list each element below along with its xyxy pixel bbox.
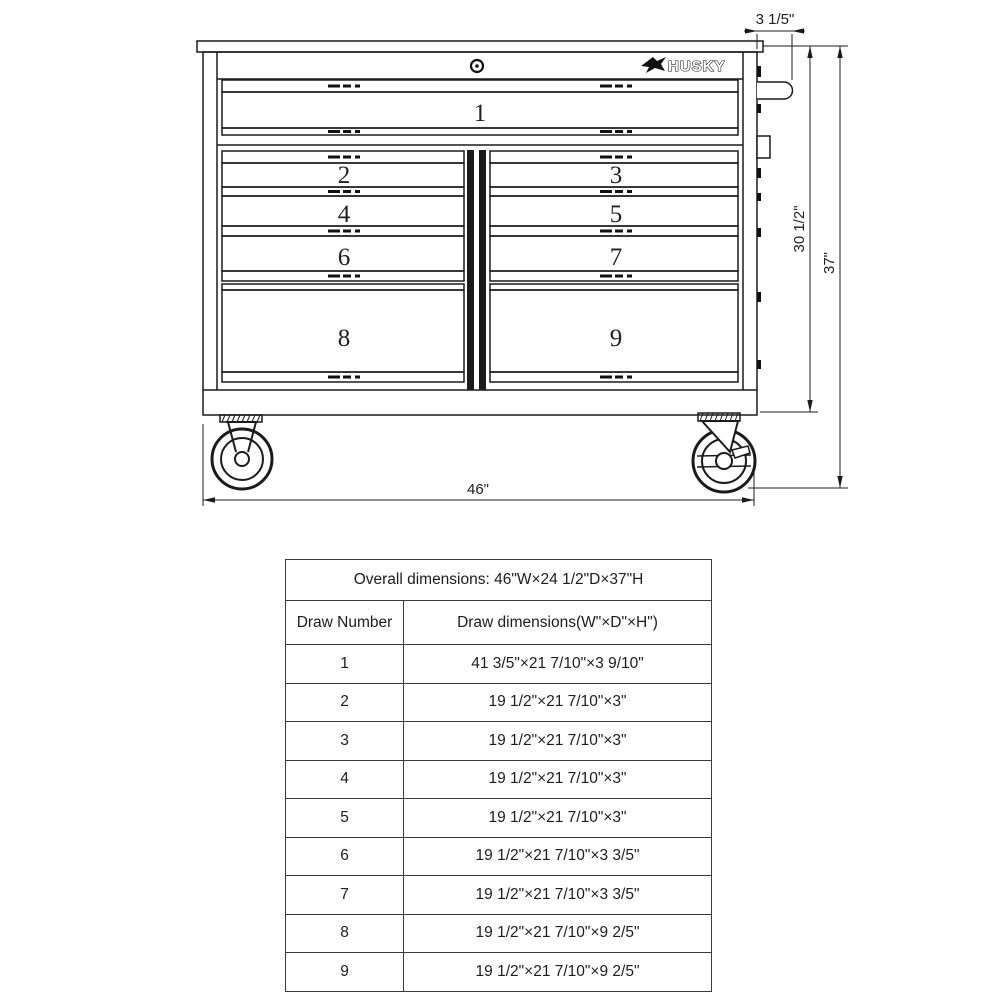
table-row <box>286 722 712 761</box>
drawer-number-cell: 2 <box>286 683 404 722</box>
drawer-5-label: 5 <box>609 201 623 228</box>
drawer-number-cell: 5 <box>286 799 404 838</box>
drawer-number-cell: 1 <box>286 645 404 684</box>
table-row <box>286 876 712 915</box>
spec-table <box>285 559 712 992</box>
drawer-8 <box>222 271 464 382</box>
drawer-7 <box>490 226 738 271</box>
side-handle <box>757 82 793 99</box>
body-height-label: 30 1/2" <box>791 205 808 253</box>
col-header-draw-number: Draw Number <box>286 601 404 645</box>
overall-width-label: 46" <box>466 481 490 498</box>
drawer-number-cell: 4 <box>286 760 404 799</box>
table-row <box>286 760 712 799</box>
drawer-dimensions-cell: 19 1/2"×21 7/10"×3 3/5" <box>404 876 712 915</box>
table-row <box>286 837 712 876</box>
drawer-number-cell: 9 <box>286 953 404 992</box>
drawer-number-cell: 8 <box>286 914 404 953</box>
drawer-dimensions-cell: 19 1/2"×21 7/10"×3 3/5" <box>404 837 712 876</box>
drawer-2-label: 2 <box>337 162 351 189</box>
husky-dog-icon <box>641 57 666 73</box>
drawer-dimensions-cell: 19 1/2"×21 7/10"×3" <box>404 760 712 799</box>
overall-height-label: 37" <box>821 251 838 275</box>
drawer-number-cell: 7 <box>286 876 404 915</box>
table-row <box>286 914 712 953</box>
drawer-1 <box>222 80 738 135</box>
table-row <box>286 953 712 992</box>
drawer-dimensions-cell: 19 1/2"×21 7/10"×9 2/5" <box>404 953 712 992</box>
drawer-9-label: 9 <box>609 325 623 352</box>
drawer-1-handle <box>222 80 738 92</box>
dimension-overall-height <box>748 46 848 488</box>
dimension-overall-width <box>203 424 754 506</box>
drawer-4 <box>222 187 464 228</box>
drawer-number-cell: 3 <box>286 722 404 761</box>
table-header-row <box>286 601 712 645</box>
caster-left <box>212 415 272 489</box>
drawer-dimensions-cell: 19 1/2"×21 7/10"×3" <box>404 683 712 722</box>
drawer-6-label: 6 <box>337 244 351 271</box>
col-header-draw-dimensions: Draw dimensions(W"×D"×H") <box>404 601 712 645</box>
table-row <box>286 683 712 722</box>
spec-table-container <box>285 559 711 992</box>
side-panel-fittings <box>757 66 770 369</box>
drawer-dimensions-cell: 19 1/2"×21 7/10"×3" <box>404 799 712 838</box>
right-drawer-column <box>490 151 738 382</box>
drawer-dimensions-cell: 19 1/2"×21 7/10"×9 2/5" <box>404 914 712 953</box>
drawer-3-label: 3 <box>609 162 623 189</box>
drawer-6 <box>222 226 464 271</box>
keyed-lock-icon <box>471 60 483 72</box>
table-title-row <box>286 560 712 601</box>
drawer-number-cell: 6 <box>286 837 404 876</box>
drawer-dimensions-cell: 19 1/2"×21 7/10"×3" <box>404 722 712 761</box>
husky-logo <box>641 57 726 75</box>
dimension-body-height <box>760 46 848 412</box>
center-divider <box>467 150 486 390</box>
drawer-dimensions-cell: 41 3/5"×21 7/10"×3 9/10" <box>404 645 712 684</box>
handle-depth-label: 3 1/5" <box>755 11 795 28</box>
table-row <box>286 799 712 838</box>
drawer-8-label: 8 <box>337 325 351 352</box>
cabinet-top-lip <box>197 41 763 52</box>
drawer-3 <box>490 151 738 189</box>
drawer-5 <box>490 187 738 228</box>
overall-dimensions-title: Overall dimensions: 46"W×24 1/2"D×37"H <box>286 560 712 601</box>
left-drawer-column <box>222 151 464 382</box>
caster-right <box>693 413 755 492</box>
drawer-7-label: 7 <box>609 244 623 271</box>
brand-name: HUSKY <box>668 58 726 75</box>
drawer-4-label: 4 <box>337 201 351 228</box>
drawer-1-label: 1 <box>473 100 487 127</box>
drawer-9 <box>490 271 738 382</box>
table-row <box>286 645 712 684</box>
drawer-1-bottom-rail <box>222 128 738 135</box>
